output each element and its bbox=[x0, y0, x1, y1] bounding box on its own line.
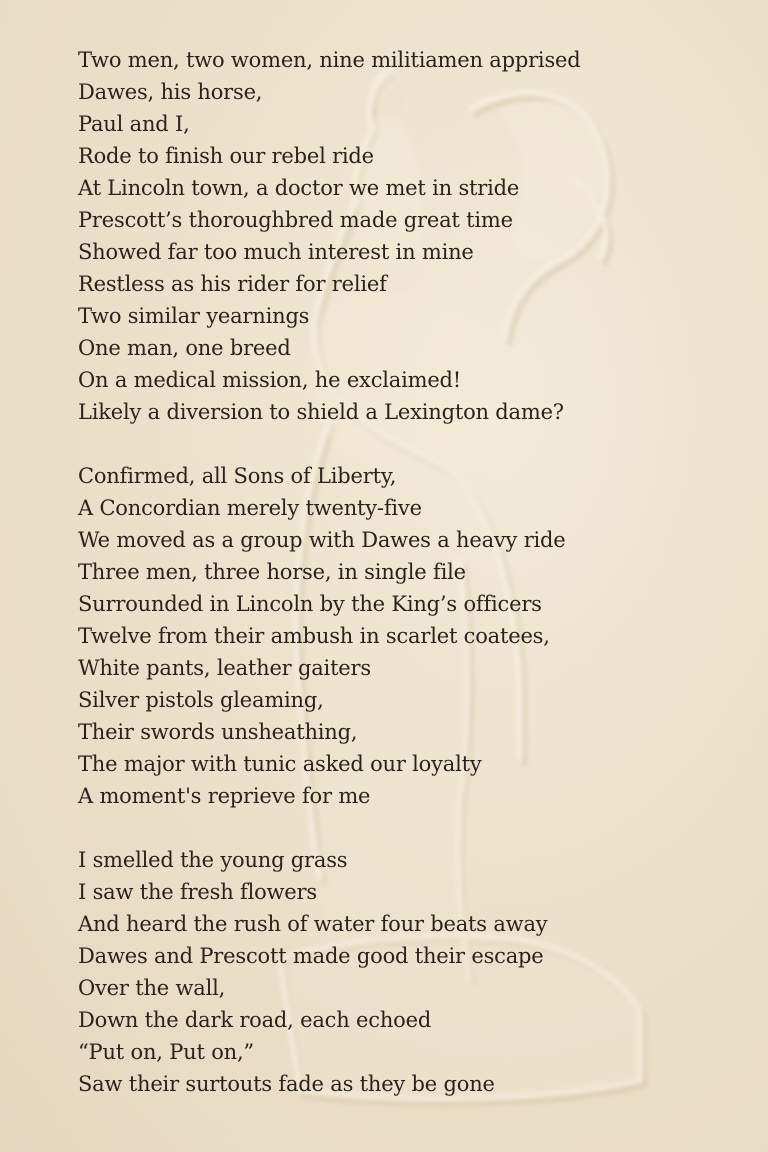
poem-line: Down the dark road, each echoed bbox=[78, 1008, 432, 1032]
poem-line: Restless as his rider for relief bbox=[78, 272, 387, 296]
stanza-3 bbox=[78, 844, 738, 1100]
poem-line: Two men, two women, nine militiamen apprised bbox=[78, 48, 581, 72]
poem-line: On a medical mission, he exclaimed! bbox=[78, 368, 462, 392]
poem-line: At Lincoln town, a doctor we met in stride bbox=[78, 176, 520, 200]
poem-line: Twelve from their ambush in scarlet coatees, bbox=[78, 624, 550, 648]
poem-line: Prescott’s thoroughbred made great time bbox=[78, 208, 513, 232]
poem-line: Surrounded in Lincoln by the King’s officers bbox=[78, 592, 542, 616]
poem-line: A Concordian merely twenty-five bbox=[78, 496, 422, 520]
poem-line: Their swords unsheathing, bbox=[78, 720, 358, 744]
poem-line: Silver pistols gleaming, bbox=[78, 688, 324, 712]
poem-line: Saw their surtouts fade as they be gone bbox=[78, 1072, 495, 1096]
poem-line: Two similar yearnings bbox=[78, 304, 310, 328]
poem-line: Dawes, his horse, bbox=[78, 80, 263, 104]
poem-line: White pants, leather gaiters bbox=[78, 656, 371, 680]
poem-line: Rode to finish our rebel ride bbox=[78, 144, 374, 168]
poem-line: I saw the fresh flowers bbox=[78, 880, 317, 904]
poem-line: And heard the rush of water four beats away bbox=[78, 912, 548, 936]
poem-line: Over the wall, bbox=[78, 976, 226, 1000]
poem-line: A moment's reprieve for me bbox=[78, 784, 371, 808]
poem-line: We moved as a group with Dawes a heavy ride bbox=[78, 528, 566, 552]
poem bbox=[78, 44, 738, 1132]
poem-line: Confirmed, all Sons of Liberty, bbox=[78, 464, 397, 488]
poem-line: The major with tunic asked our loyalty bbox=[78, 752, 482, 776]
stanza-2 bbox=[78, 460, 738, 812]
poem-line: Dawes and Prescott made good their escape bbox=[78, 944, 544, 968]
poem-line: “Put on, Put on,” bbox=[78, 1040, 254, 1064]
poem-line: Paul and I, bbox=[78, 112, 190, 136]
stanza-1 bbox=[78, 44, 738, 428]
poem-line: I smelled the young grass bbox=[78, 848, 348, 872]
poem-line: Three men, three horse, in single file bbox=[78, 560, 466, 584]
poem-line: Likely a diversion to shield a Lexington dame? bbox=[78, 400, 564, 424]
poem-line: Showed far too much interest in mine bbox=[78, 240, 474, 264]
poem-line: One man, one breed bbox=[78, 336, 291, 360]
